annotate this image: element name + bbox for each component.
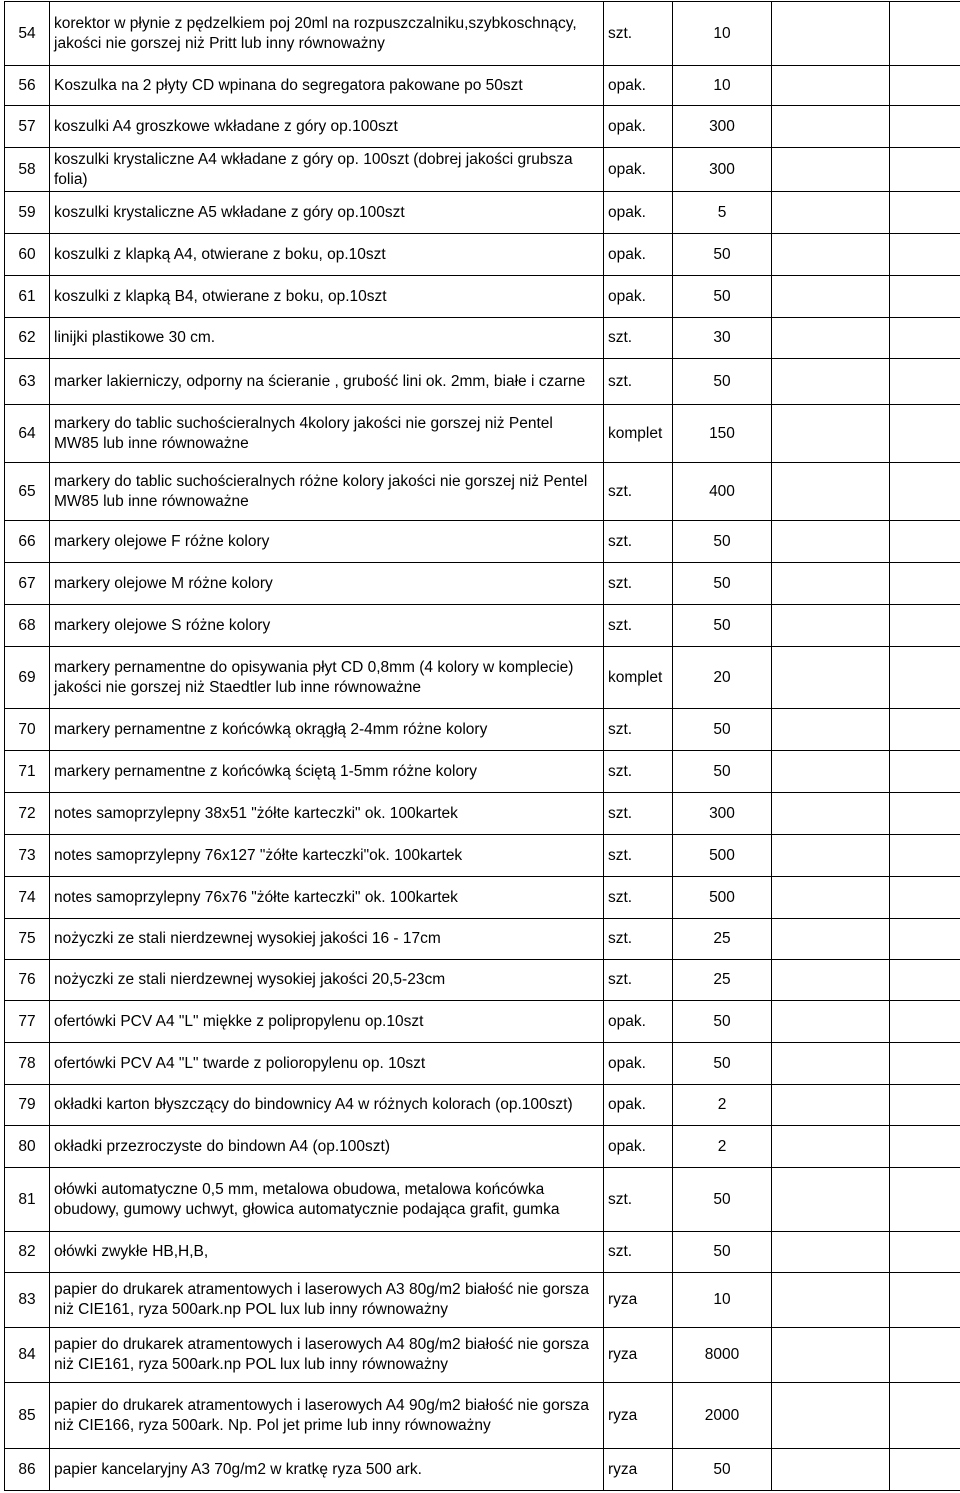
table-row bbox=[5, 1232, 960, 1273]
row-number: 74 bbox=[5, 877, 50, 919]
table-row bbox=[5, 148, 960, 192]
item-unit: szt. bbox=[604, 1232, 673, 1273]
item-name: koszulki z klapką A4, otwierane z boku, op.10szt bbox=[50, 234, 604, 276]
item-unit: opak. bbox=[604, 1001, 673, 1043]
empty-cell bbox=[890, 1232, 960, 1273]
item-unit: ryza bbox=[604, 1273, 673, 1328]
empty-cell bbox=[890, 1043, 960, 1085]
table-row bbox=[5, 106, 960, 148]
empty-cell bbox=[772, 1383, 890, 1449]
item-unit: szt. bbox=[604, 877, 673, 919]
empty-cell bbox=[772, 318, 890, 359]
empty-cell bbox=[772, 521, 890, 563]
empty-cell bbox=[772, 877, 890, 919]
item-quantity: 150 bbox=[673, 405, 772, 463]
empty-cell bbox=[772, 1085, 890, 1126]
empty-cell bbox=[772, 1126, 890, 1168]
item-name: ołówki automatyczne 0,5 mm, metalowa obudowa, metalowa końcówka obudowy, gumowy uchwyt, głowica automatycznie podająca grafit, gumka bbox=[50, 1168, 604, 1232]
table-row bbox=[5, 318, 960, 359]
empty-cell bbox=[890, 192, 960, 234]
empty-cell bbox=[772, 234, 890, 276]
item-quantity: 500 bbox=[673, 835, 772, 877]
row-number: 67 bbox=[5, 563, 50, 605]
empty-cell bbox=[772, 563, 890, 605]
item-unit: szt. bbox=[604, 521, 673, 563]
table-row bbox=[5, 234, 960, 276]
row-number: 70 bbox=[5, 709, 50, 751]
table-row bbox=[5, 1383, 960, 1449]
row-number: 59 bbox=[5, 192, 50, 234]
empty-cell bbox=[772, 1001, 890, 1043]
item-quantity: 20 bbox=[673, 647, 772, 709]
empty-cell bbox=[890, 960, 960, 1001]
item-name: ołówki zwykłe HB,H,B, bbox=[50, 1232, 604, 1273]
empty-cell bbox=[772, 148, 890, 192]
item-unit: szt. bbox=[604, 2, 673, 66]
item-quantity: 2 bbox=[673, 1126, 772, 1168]
item-quantity: 50 bbox=[673, 359, 772, 405]
row-number: 76 bbox=[5, 960, 50, 1001]
row-number: 75 bbox=[5, 919, 50, 960]
table-row bbox=[5, 359, 960, 405]
empty-cell bbox=[772, 359, 890, 405]
item-name: notes samoprzylepny 76x127 "żółte karteczki"ok. 100kartek bbox=[50, 835, 604, 877]
row-number: 68 bbox=[5, 605, 50, 647]
item-name: papier do drukarek atramentowych i laserowych A3 80g/m2 białość nie gorsza niż CIE161, ryza 500ark.np POL lux lub inny równoważny bbox=[50, 1273, 604, 1328]
empty-cell bbox=[772, 66, 890, 106]
row-number: 54 bbox=[5, 2, 50, 66]
item-unit: szt. bbox=[604, 463, 673, 521]
row-number: 84 bbox=[5, 1328, 50, 1383]
item-unit: szt. bbox=[604, 709, 673, 751]
item-unit: opak. bbox=[604, 106, 673, 148]
item-unit: szt. bbox=[604, 1168, 673, 1232]
table-row bbox=[5, 521, 960, 563]
empty-cell bbox=[890, 793, 960, 835]
item-unit: komplet bbox=[604, 647, 673, 709]
row-number: 63 bbox=[5, 359, 50, 405]
item-name: papier do drukarek atramentowych i laserowych A4 90g/m2 białość nie gorsza niż CIE166, ryza 500ark. Np. Pol jet prime lub inny równoważny bbox=[50, 1383, 604, 1449]
empty-cell bbox=[772, 1273, 890, 1328]
item-name: notes samoprzylepny 76x76 "żółte karteczki" ok. 100kartek bbox=[50, 877, 604, 919]
empty-cell bbox=[772, 1168, 890, 1232]
item-quantity: 8000 bbox=[673, 1328, 772, 1383]
table-row bbox=[5, 709, 960, 751]
empty-cell bbox=[890, 405, 960, 463]
item-unit: komplet bbox=[604, 405, 673, 463]
item-quantity: 50 bbox=[673, 751, 772, 793]
item-unit: szt. bbox=[604, 960, 673, 1001]
empty-cell bbox=[890, 835, 960, 877]
item-unit: opak. bbox=[604, 1043, 673, 1085]
row-number: 56 bbox=[5, 66, 50, 106]
table-row bbox=[5, 960, 960, 1001]
item-quantity: 50 bbox=[673, 709, 772, 751]
empty-cell bbox=[772, 1043, 890, 1085]
item-unit: szt. bbox=[604, 605, 673, 647]
item-quantity: 50 bbox=[673, 1168, 772, 1232]
empty-cell bbox=[772, 647, 890, 709]
row-number: 57 bbox=[5, 106, 50, 148]
empty-cell bbox=[772, 2, 890, 66]
item-unit: opak. bbox=[604, 234, 673, 276]
row-number: 65 bbox=[5, 463, 50, 521]
empty-cell bbox=[772, 835, 890, 877]
row-number: 82 bbox=[5, 1232, 50, 1273]
item-name: papier kancelaryjny A3 70g/m2 w kratkę ryza 500 ark. bbox=[50, 1449, 604, 1491]
item-quantity: 300 bbox=[673, 106, 772, 148]
table-row bbox=[5, 605, 960, 647]
empty-cell bbox=[890, 1001, 960, 1043]
item-quantity: 50 bbox=[673, 1043, 772, 1085]
table-row bbox=[5, 1449, 960, 1491]
empty-cell bbox=[890, 1126, 960, 1168]
item-quantity: 10 bbox=[673, 2, 772, 66]
table-row bbox=[5, 463, 960, 521]
empty-cell bbox=[772, 960, 890, 1001]
empty-cell bbox=[890, 1449, 960, 1491]
table-row bbox=[5, 647, 960, 709]
item-unit: szt. bbox=[604, 835, 673, 877]
item-unit: opak. bbox=[604, 192, 673, 234]
table-row bbox=[5, 563, 960, 605]
item-name: marker lakierniczy, odporny na ścieranie , grubość lini ok. 2mm, białe i czarne bbox=[50, 359, 604, 405]
table-row bbox=[5, 1273, 960, 1328]
item-unit: ryza bbox=[604, 1449, 673, 1491]
row-number: 80 bbox=[5, 1126, 50, 1168]
empty-cell bbox=[890, 106, 960, 148]
item-quantity: 50 bbox=[673, 234, 772, 276]
item-unit: szt. bbox=[604, 751, 673, 793]
item-name: koszulki z klapką B4, otwierane z boku, op.10szt bbox=[50, 276, 604, 318]
item-name: markery pernamentne do opisywania płyt CD 0,8mm (4 kolory w komplecie) jakości nie gorszej niż Staedtler lub inne równoważne bbox=[50, 647, 604, 709]
item-unit: opak. bbox=[604, 148, 673, 192]
table-row bbox=[5, 276, 960, 318]
row-number: 78 bbox=[5, 1043, 50, 1085]
item-quantity: 500 bbox=[673, 877, 772, 919]
item-quantity: 30 bbox=[673, 318, 772, 359]
item-unit: szt. bbox=[604, 318, 673, 359]
empty-cell bbox=[890, 276, 960, 318]
row-number: 81 bbox=[5, 1168, 50, 1232]
empty-cell bbox=[890, 2, 960, 66]
item-unit: opak. bbox=[604, 1085, 673, 1126]
empty-cell bbox=[890, 234, 960, 276]
empty-cell bbox=[772, 463, 890, 521]
item-unit: ryza bbox=[604, 1328, 673, 1383]
empty-cell bbox=[772, 919, 890, 960]
table-row bbox=[5, 405, 960, 463]
empty-cell bbox=[890, 1328, 960, 1383]
item-unit: ryza bbox=[604, 1383, 673, 1449]
item-name: nożyczki ze stali nierdzewnej wysokiej jakości 16 - 17cm bbox=[50, 919, 604, 960]
item-name: markery olejowe F różne kolory bbox=[50, 521, 604, 563]
item-name: markery pernamentne z końcówką ściętą 1-5mm różne kolory bbox=[50, 751, 604, 793]
item-name: korektor w płynie z pędzelkiem poj 20ml na rozpuszczalniku,szybkoschnący, jakości nie gorszej niż Pritt lub inny równoważny bbox=[50, 2, 604, 66]
table-row bbox=[5, 877, 960, 919]
empty-cell bbox=[890, 66, 960, 106]
row-number: 71 bbox=[5, 751, 50, 793]
empty-cell bbox=[890, 148, 960, 192]
item-name: markery pernamentne z końcówką okrągłą 2-4mm różne kolory bbox=[50, 709, 604, 751]
item-name: koszulki A4 groszkowe wkładane z góry op.100szt bbox=[50, 106, 604, 148]
item-name: ofertówki PCV A4 "L" twarde z polioropylenu op. 10szt bbox=[50, 1043, 604, 1085]
item-name: okładki karton błyszczący do bindownicy A4 w różnych kolorach (op.100szt) bbox=[50, 1085, 604, 1126]
empty-cell bbox=[890, 709, 960, 751]
item-name: markery do tablic suchościeralnych 4kolory jakości nie gorszej niż Pentel MW85 lub inne równoważne bbox=[50, 405, 604, 463]
item-name: koszulki krystaliczne A4 wkładane z góry op. 100szt (dobrej jakości grubsza folia) bbox=[50, 148, 604, 192]
item-quantity: 50 bbox=[673, 521, 772, 563]
empty-cell bbox=[890, 318, 960, 359]
item-quantity: 25 bbox=[673, 960, 772, 1001]
item-quantity: 2 bbox=[673, 1085, 772, 1126]
table-row bbox=[5, 1126, 960, 1168]
row-number: 86 bbox=[5, 1449, 50, 1491]
empty-cell bbox=[772, 709, 890, 751]
row-number: 85 bbox=[5, 1383, 50, 1449]
row-number: 69 bbox=[5, 647, 50, 709]
table-row bbox=[5, 835, 960, 877]
empty-cell bbox=[890, 1273, 960, 1328]
item-name: nożyczki ze stali nierdzewnej wysokiej jakości 20,5-23cm bbox=[50, 960, 604, 1001]
table-row bbox=[5, 2, 960, 66]
row-number: 60 bbox=[5, 234, 50, 276]
item-name: ofertówki PCV A4 "L" miękke z polipropylenu op.10szt bbox=[50, 1001, 604, 1043]
empty-cell bbox=[890, 1168, 960, 1232]
table-row bbox=[5, 1001, 960, 1043]
row-number: 73 bbox=[5, 835, 50, 877]
empty-cell bbox=[772, 605, 890, 647]
empty-cell bbox=[890, 1085, 960, 1126]
item-quantity: 300 bbox=[673, 793, 772, 835]
item-quantity: 50 bbox=[673, 1232, 772, 1273]
item-quantity: 50 bbox=[673, 1001, 772, 1043]
item-unit: opak. bbox=[604, 276, 673, 318]
item-name: notes samoprzylepny 38x51 "żółte karteczki" ok. 100kartek bbox=[50, 793, 604, 835]
item-unit: szt. bbox=[604, 793, 673, 835]
item-quantity: 25 bbox=[673, 919, 772, 960]
item-quantity: 10 bbox=[673, 1273, 772, 1328]
empty-cell bbox=[890, 563, 960, 605]
item-name: okładki przezroczyste do bindown A4 (op.100szt) bbox=[50, 1126, 604, 1168]
row-number: 72 bbox=[5, 793, 50, 835]
empty-cell bbox=[772, 405, 890, 463]
empty-cell bbox=[890, 1383, 960, 1449]
empty-cell bbox=[890, 751, 960, 793]
table-row bbox=[5, 192, 960, 234]
empty-cell bbox=[890, 359, 960, 405]
item-quantity: 2000 bbox=[673, 1383, 772, 1449]
item-name: markery do tablic suchościeralnych różne kolory jakości nie gorszej niż Pentel MW85 lub inne równoważne bbox=[50, 463, 604, 521]
item-name: Koszulka na 2 płyty CD wpinana do segregatora pakowane po 50szt bbox=[50, 66, 604, 106]
empty-cell bbox=[890, 521, 960, 563]
item-unit: opak. bbox=[604, 1126, 673, 1168]
item-quantity: 10 bbox=[673, 66, 772, 106]
row-number: 79 bbox=[5, 1085, 50, 1126]
row-number: 66 bbox=[5, 521, 50, 563]
empty-cell bbox=[772, 793, 890, 835]
row-number: 61 bbox=[5, 276, 50, 318]
item-quantity: 300 bbox=[673, 148, 772, 192]
item-name: koszulki krystaliczne A5 wkładane z góry op.100szt bbox=[50, 192, 604, 234]
row-number: 62 bbox=[5, 318, 50, 359]
empty-cell bbox=[890, 463, 960, 521]
row-number: 77 bbox=[5, 1001, 50, 1043]
item-unit: szt. bbox=[604, 563, 673, 605]
item-name: markery olejowe M różne kolory bbox=[50, 563, 604, 605]
empty-cell bbox=[890, 877, 960, 919]
item-unit: szt. bbox=[604, 919, 673, 960]
item-quantity: 5 bbox=[673, 192, 772, 234]
empty-cell bbox=[772, 192, 890, 234]
item-quantity: 50 bbox=[673, 1449, 772, 1491]
row-number: 58 bbox=[5, 148, 50, 192]
empty-cell bbox=[890, 605, 960, 647]
table-row bbox=[5, 1168, 960, 1232]
empty-cell bbox=[772, 1328, 890, 1383]
item-quantity: 50 bbox=[673, 605, 772, 647]
item-unit: szt. bbox=[604, 359, 673, 405]
row-number: 83 bbox=[5, 1273, 50, 1328]
item-unit: opak. bbox=[604, 66, 673, 106]
empty-cell bbox=[890, 919, 960, 960]
item-name: markery olejowe S różne kolory bbox=[50, 605, 604, 647]
table-row bbox=[5, 793, 960, 835]
table-row bbox=[5, 1328, 960, 1383]
table-row bbox=[5, 66, 960, 106]
item-quantity: 50 bbox=[673, 563, 772, 605]
item-quantity: 50 bbox=[673, 276, 772, 318]
empty-cell bbox=[772, 1232, 890, 1273]
table-row bbox=[5, 751, 960, 793]
table-row bbox=[5, 1043, 960, 1085]
item-name: linijki plastikowe 30 cm. bbox=[50, 318, 604, 359]
empty-cell bbox=[772, 1449, 890, 1491]
empty-cell bbox=[772, 276, 890, 318]
table-row bbox=[5, 919, 960, 960]
table-row bbox=[5, 1085, 960, 1126]
item-name: papier do drukarek atramentowych i laserowych A4 80g/m2 białość nie gorsza niż CIE161, ryza 500ark.np POL lux lub inny równoważny bbox=[50, 1328, 604, 1383]
row-number: 64 bbox=[5, 405, 50, 463]
empty-cell bbox=[890, 647, 960, 709]
items-table bbox=[4, 1, 960, 1491]
item-quantity: 400 bbox=[673, 463, 772, 521]
empty-cell bbox=[772, 106, 890, 148]
empty-cell bbox=[772, 751, 890, 793]
